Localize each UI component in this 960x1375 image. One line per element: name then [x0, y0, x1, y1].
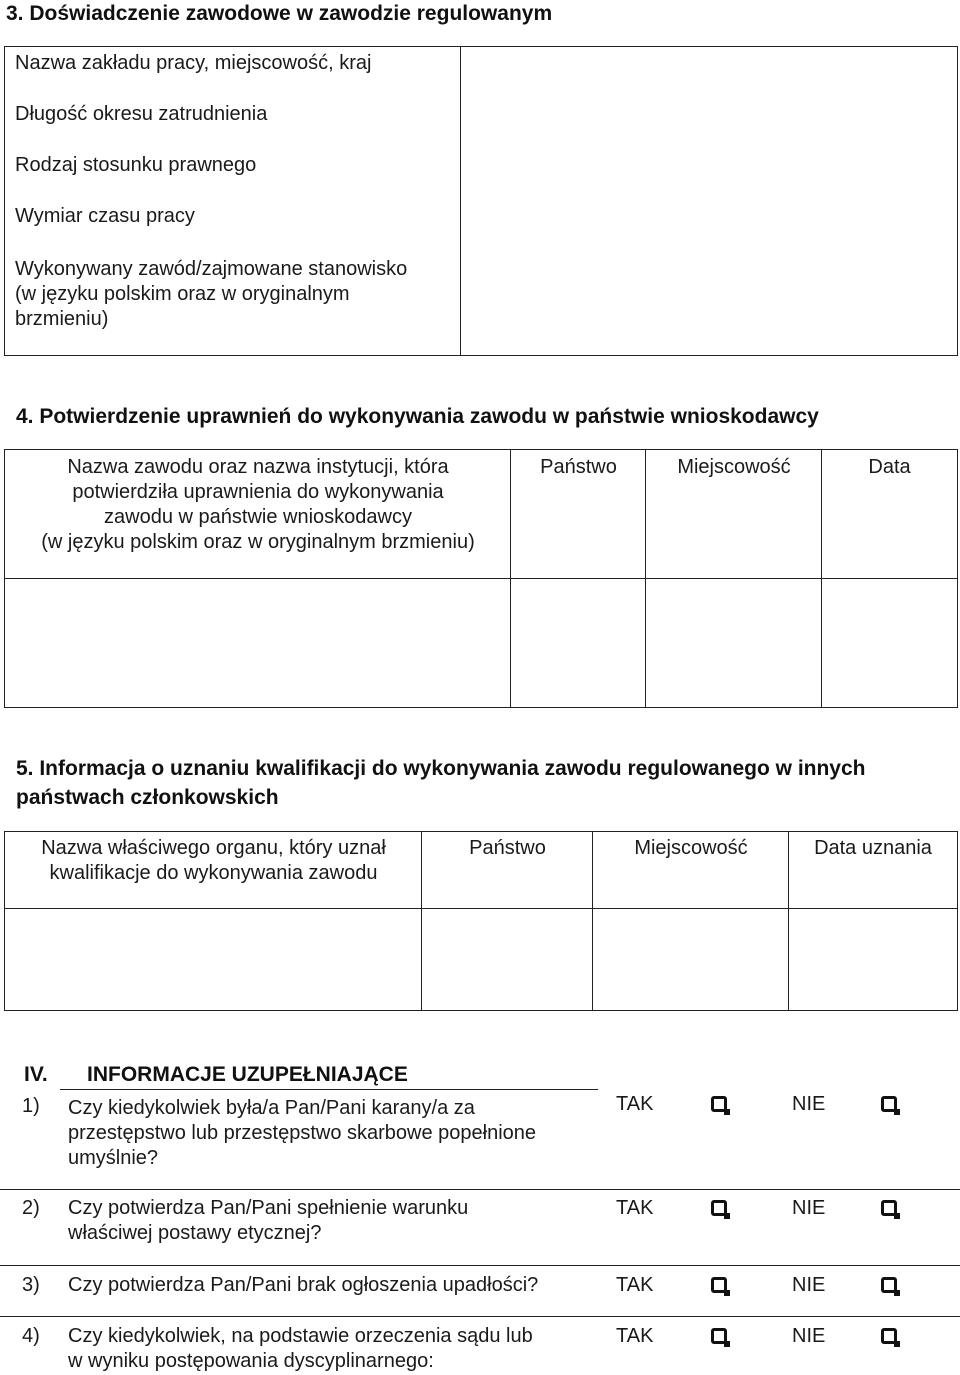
question-3-text-line1: Czy potwierdza Pan/Pani brak ogłoszenia upadłości?: [68, 1274, 539, 1296]
cert-country-header: Państwo: [540, 456, 617, 478]
section-iv-title: INFORMACJE UZUPEŁNIAJĄCE: [87, 1063, 408, 1086]
recog-city-header: Miejscowość: [634, 837, 748, 859]
recog-date-cell[interactable]: [790, 910, 956, 1009]
question-separator-3: [0, 1316, 960, 1317]
question-4-no-checkbox[interactable]: [881, 1328, 897, 1344]
section-4-heading: 4. Potwierdzenie uprawnień do wykonywania zawodu w państwie wnioskodawcy: [16, 405, 819, 428]
recognition-table-header-rule: [4, 908, 958, 909]
question-3-no-checkbox[interactable]: [881, 1277, 897, 1293]
employment-details-input[interactable]: [462, 48, 956, 354]
recog-col1-header-line1: Nazwa właściwego organu, który uznał: [41, 837, 386, 859]
recog-country-cell[interactable]: [423, 910, 591, 1009]
cert-date-header: Data: [868, 456, 911, 478]
question-separator-2: [0, 1265, 960, 1266]
employer-label: Nazwa zakładu pracy, miejscowość, kraj: [15, 52, 372, 74]
employment-length-label: Długość okresu zatrudnienia: [15, 103, 268, 125]
recog-authority-cell[interactable]: [6, 910, 420, 1009]
question-3-yes-label: TAK: [616, 1274, 654, 1296]
question-2-text-line1: Czy potwierdza Pan/Pani spełnienie warunku: [68, 1197, 469, 1219]
question-3-number: 3): [22, 1274, 40, 1296]
cert-profession-cell[interactable]: [6, 580, 509, 706]
certification-table-divider-1: [510, 449, 511, 708]
recog-country-header: Państwo: [469, 837, 546, 859]
question-1-yes-label: TAK: [616, 1093, 654, 1115]
question-4-text-line2: w wyniku postępowania dyscyplinarnego:: [68, 1350, 434, 1372]
question-1-no-label: NIE: [792, 1093, 826, 1115]
cert-date-cell[interactable]: [823, 580, 956, 706]
cert-country-cell[interactable]: [512, 580, 644, 706]
question-2-yes-checkbox[interactable]: [711, 1200, 727, 1216]
question-4-text-line1: Czy kiedykolwiek, na podstawie orzeczenia sądu lub: [68, 1325, 533, 1347]
certification-table-header-rule: [4, 578, 958, 579]
question-1-text-line2: przestępstwo lub przestępstwo skarbowe popełnione: [68, 1122, 537, 1144]
section-3-heading: 3. Doświadczenie zawodowe w zawodzie regulowanym: [6, 2, 553, 25]
position-label-line1: Wykonywany zawód/zajmowane stanowisko: [15, 258, 408, 280]
recognition-table-divider-2: [592, 831, 593, 1011]
question-2-no-checkbox[interactable]: [881, 1200, 897, 1216]
question-3-yes-checkbox[interactable]: [711, 1277, 727, 1293]
question-4-number: 4): [22, 1325, 40, 1347]
cert-col1-header-line3: zawodu w państwie wnioskodawcy: [104, 506, 412, 528]
legal-relationship-label: Rodzaj stosunku prawnego: [15, 154, 257, 176]
question-4-yes-checkbox[interactable]: [711, 1328, 727, 1344]
cert-col1-header-line2: potwierdziła uprawnienia do wykonywania: [72, 481, 444, 503]
section-iv-number: IV.: [24, 1063, 48, 1086]
cert-col1-header-line4: (w języku polskim oraz w oryginalnym brzmieniu): [41, 531, 475, 553]
question-4-no-label: NIE: [792, 1325, 826, 1347]
cert-city-header: Miejscowość: [677, 456, 791, 478]
position-label-line2: (w języku polskim oraz w oryginalnym: [15, 283, 350, 305]
question-2-text-line2: właściwej postawy etycznej?: [68, 1222, 322, 1244]
section-iv-title-rule: [60, 1089, 598, 1090]
working-time-label: Wymiar czasu pracy: [15, 205, 195, 227]
recognition-table-divider-3: [788, 831, 789, 1011]
cert-city-cell[interactable]: [647, 580, 820, 706]
question-1-no-checkbox[interactable]: [881, 1096, 897, 1112]
question-2-yes-label: TAK: [616, 1197, 654, 1219]
certification-table-divider-2: [645, 449, 646, 708]
recognition-table-divider-1: [421, 831, 422, 1011]
position-label-line3: brzmieniu): [15, 308, 109, 330]
employment-table-divider: [460, 46, 461, 356]
recog-city-cell[interactable]: [594, 910, 787, 1009]
question-3-no-label: NIE: [792, 1274, 826, 1296]
question-separator-1: [0, 1189, 960, 1190]
question-1-text-line1: Czy kiedykolwiek była/a Pan/Pani karany/a za: [68, 1097, 475, 1119]
recog-date-header: Data uznania: [814, 837, 932, 859]
question-1-yes-checkbox[interactable]: [711, 1096, 727, 1112]
question-4-yes-label: TAK: [616, 1325, 654, 1347]
question-2-no-label: NIE: [792, 1197, 826, 1219]
question-2-number: 2): [22, 1197, 40, 1219]
section-5-heading-line2: państwach członkowskich: [16, 786, 279, 809]
certification-table-divider-3: [821, 449, 822, 708]
recog-col1-header-line2: kwalifikacje do wykonywania zawodu: [49, 862, 378, 884]
cert-col1-header-line1: Nazwa zawodu oraz nazwa instytucji, która: [67, 456, 449, 478]
section-5-heading-line1: 5. Informacja o uznaniu kwalifikacji do wykonywania zawodu regulowanego w innych: [16, 757, 866, 780]
question-1-text-line3: umyślnie?: [68, 1147, 159, 1169]
question-1-number: 1): [22, 1095, 40, 1117]
